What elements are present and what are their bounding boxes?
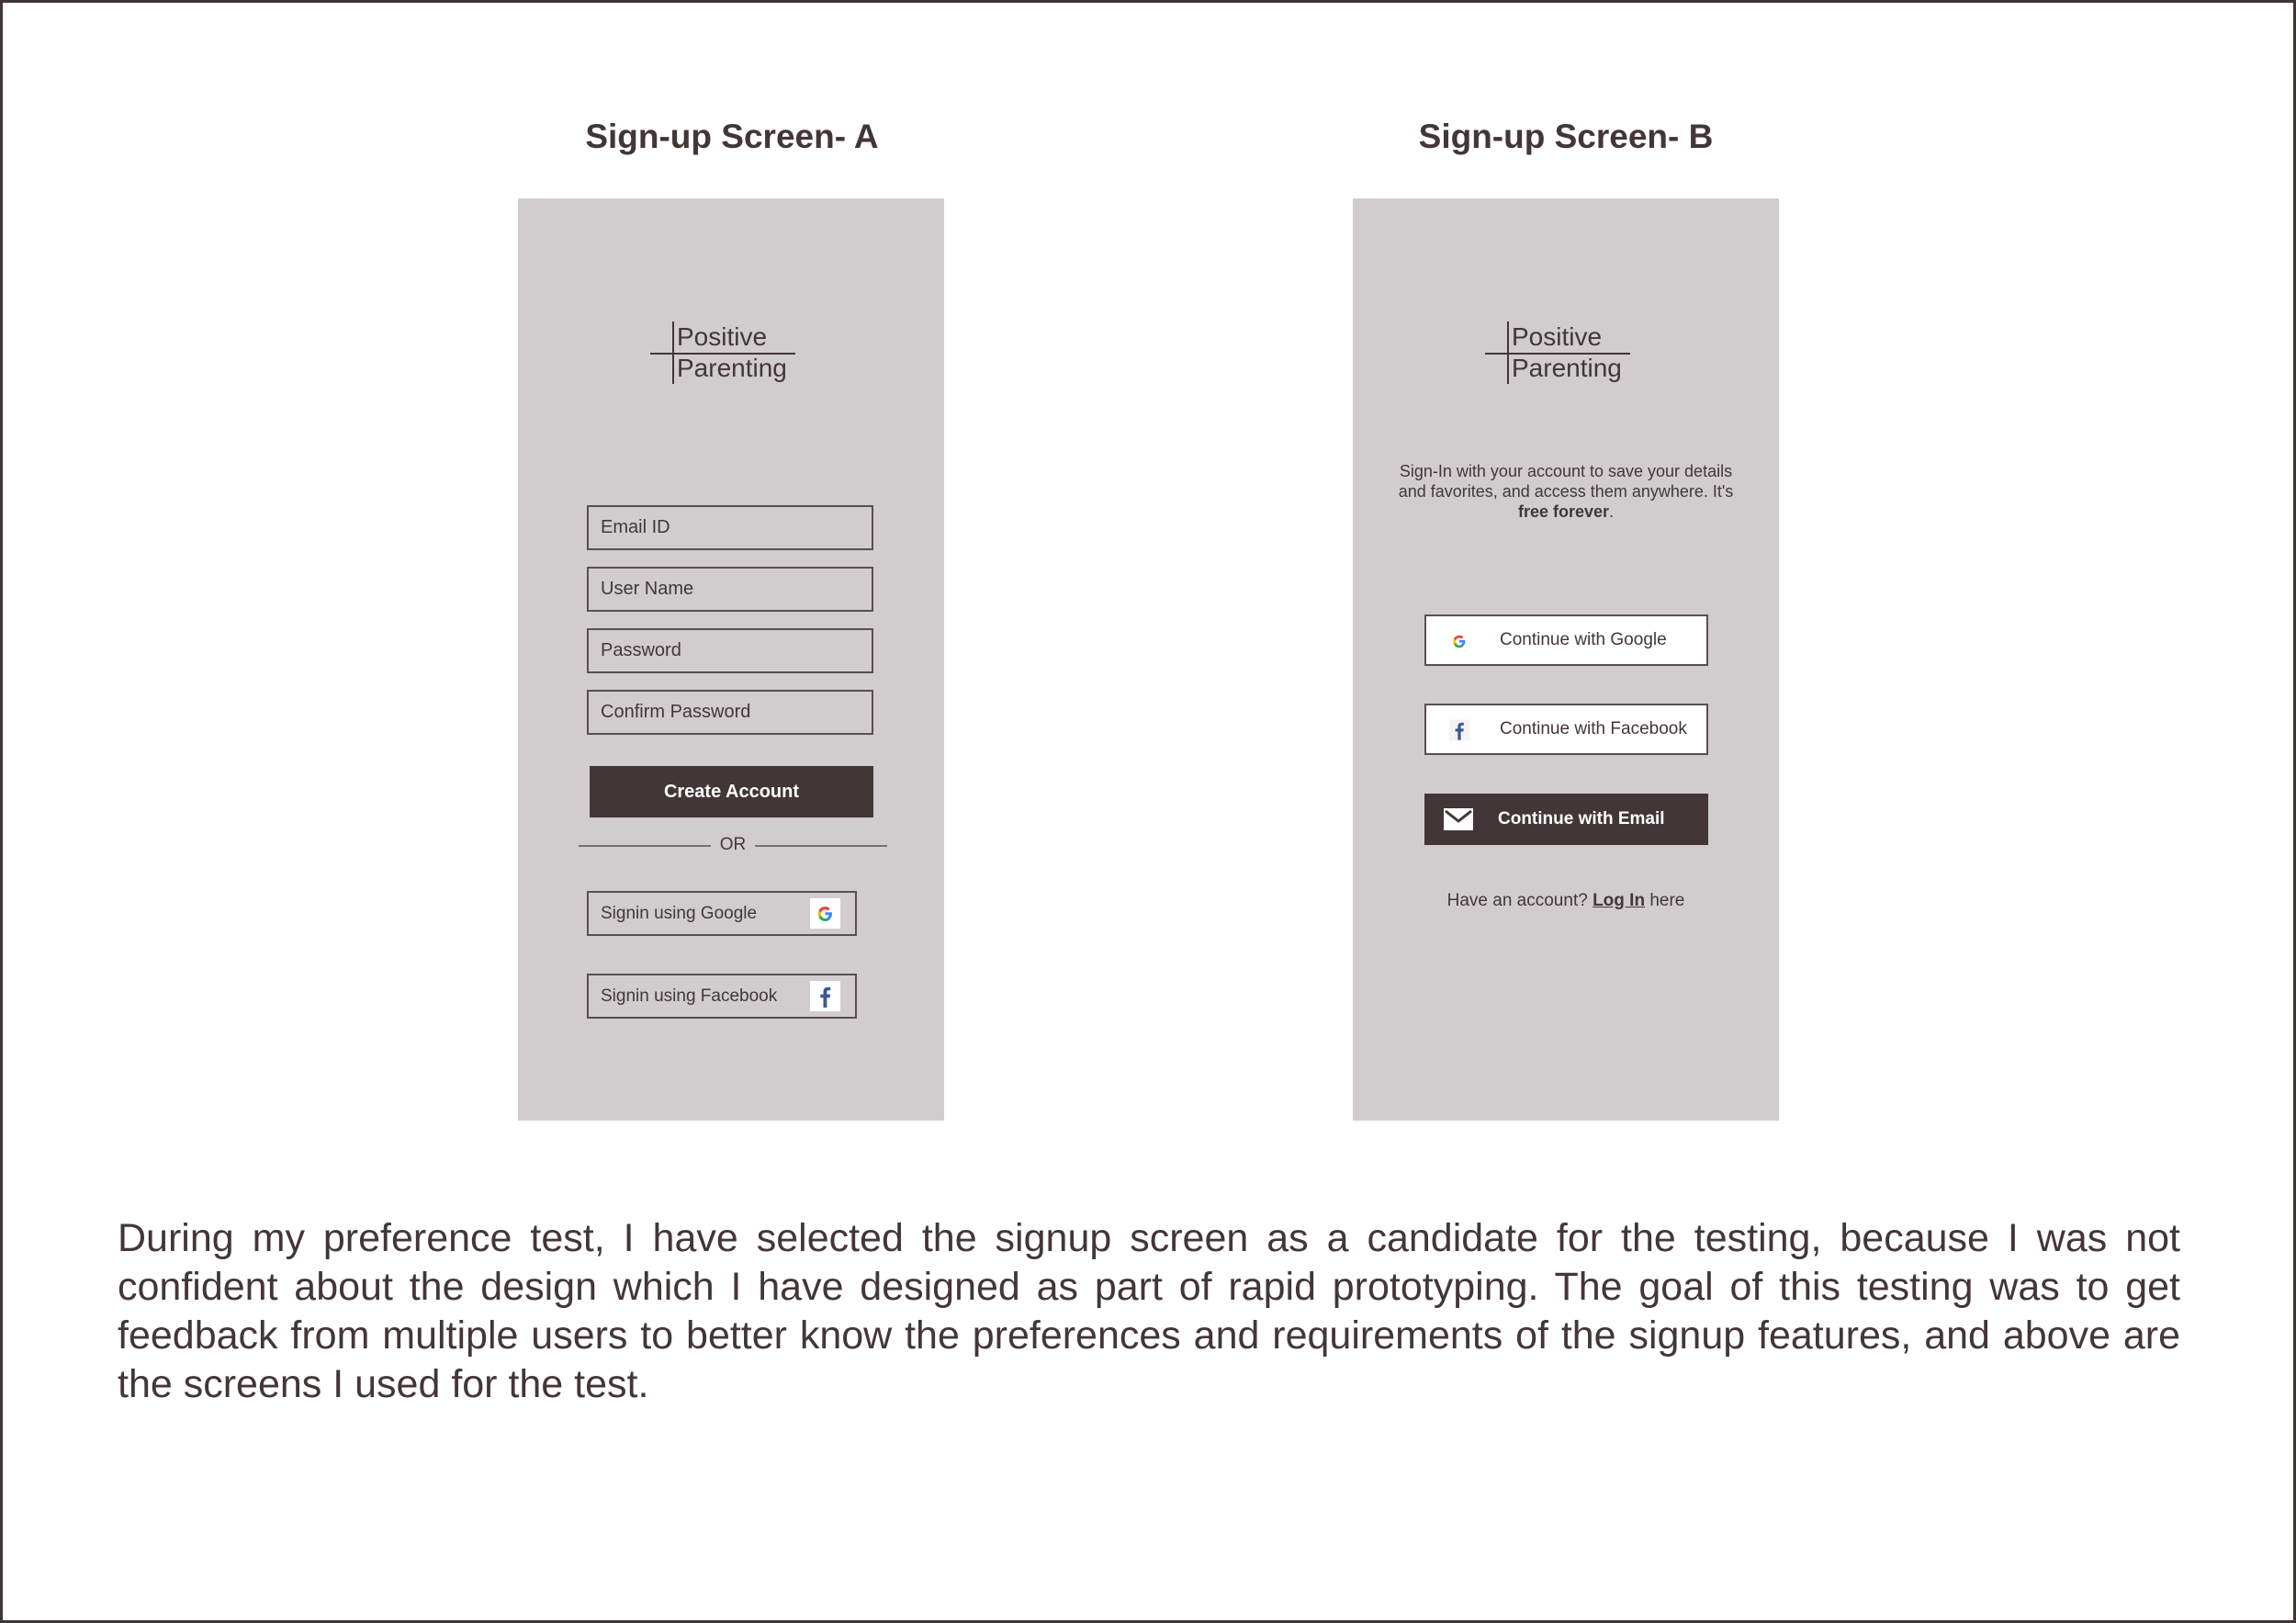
logo-word-positive: Positive — [677, 322, 768, 351]
screen-a-title: Sign-up Screen- A — [585, 118, 879, 155]
have-account-text — [1353, 891, 1779, 911]
mail-icon — [1443, 807, 1474, 831]
confirm-password-input[interactable] — [587, 690, 873, 735]
google-icon — [1446, 628, 1472, 654]
signin-facebook-label: Signin using Facebook — [601, 986, 778, 1006]
or-divider — [579, 834, 887, 856]
have-account-suffix: here — [1649, 891, 1685, 910]
or-text: OR — [719, 835, 747, 854]
signin-google-button[interactable] — [587, 891, 857, 936]
facebook-icon — [810, 981, 840, 1011]
have-account-prefix: Have an account? — [1446, 891, 1588, 910]
continue-email-button[interactable] — [1424, 794, 1708, 845]
screen-b-title: Sign-up Screen- B — [1418, 118, 1714, 155]
positive-parenting-logo — [1485, 321, 1641, 388]
signin-google-label: Signin using Google — [601, 904, 758, 923]
login-link[interactable]: Log In — [1593, 891, 1646, 910]
logo-word-parenting: Parenting — [1512, 354, 1622, 382]
continue-google-label: Continue with Google — [1500, 630, 1667, 649]
password-input[interactable] — [587, 628, 873, 673]
signin-facebook-button[interactable] — [587, 974, 857, 1019]
facebook-icon — [1446, 717, 1472, 743]
intro-bold: free forever — [1517, 502, 1610, 521]
intro-text: Sign-In with your account to save your details and favorites, and access them anywhere. It's — [1398, 462, 1734, 501]
create-account-button[interactable]: Create Account — [590, 766, 873, 817]
continue-google-button[interactable] — [1424, 614, 1708, 666]
signup-screen-a — [518, 198, 944, 1121]
positive-parenting-logo — [650, 321, 806, 388]
signin-intro-text — [1388, 461, 1744, 522]
divider-line-right — [755, 845, 887, 847]
email-id-input[interactable] — [587, 505, 873, 550]
continue-facebook-label: Continue with Facebook — [1500, 719, 1687, 738]
logo-word-parenting: Parenting — [677, 354, 787, 382]
continue-email-label: Continue with Email — [1498, 809, 1665, 828]
intro-end: . — [1609, 502, 1615, 521]
google-icon — [810, 898, 840, 929]
continue-facebook-button[interactable] — [1424, 704, 1708, 755]
divider-line-left — [579, 845, 711, 847]
description-paragraph: During my preference test, I have selected the signup screen as a candidate for the testing, because I was not confident about the design which I have designed as part of rapid prototyping. The goal of this testing was to get feedback from multiple users to better know the preferences and requirements of the signup features, and above are the screens I used for the test. — [118, 1216, 2180, 1406]
signup-screen-b — [1353, 198, 1779, 1121]
user-name-input[interactable] — [587, 567, 873, 612]
logo-word-positive: Positive — [1512, 322, 1603, 351]
